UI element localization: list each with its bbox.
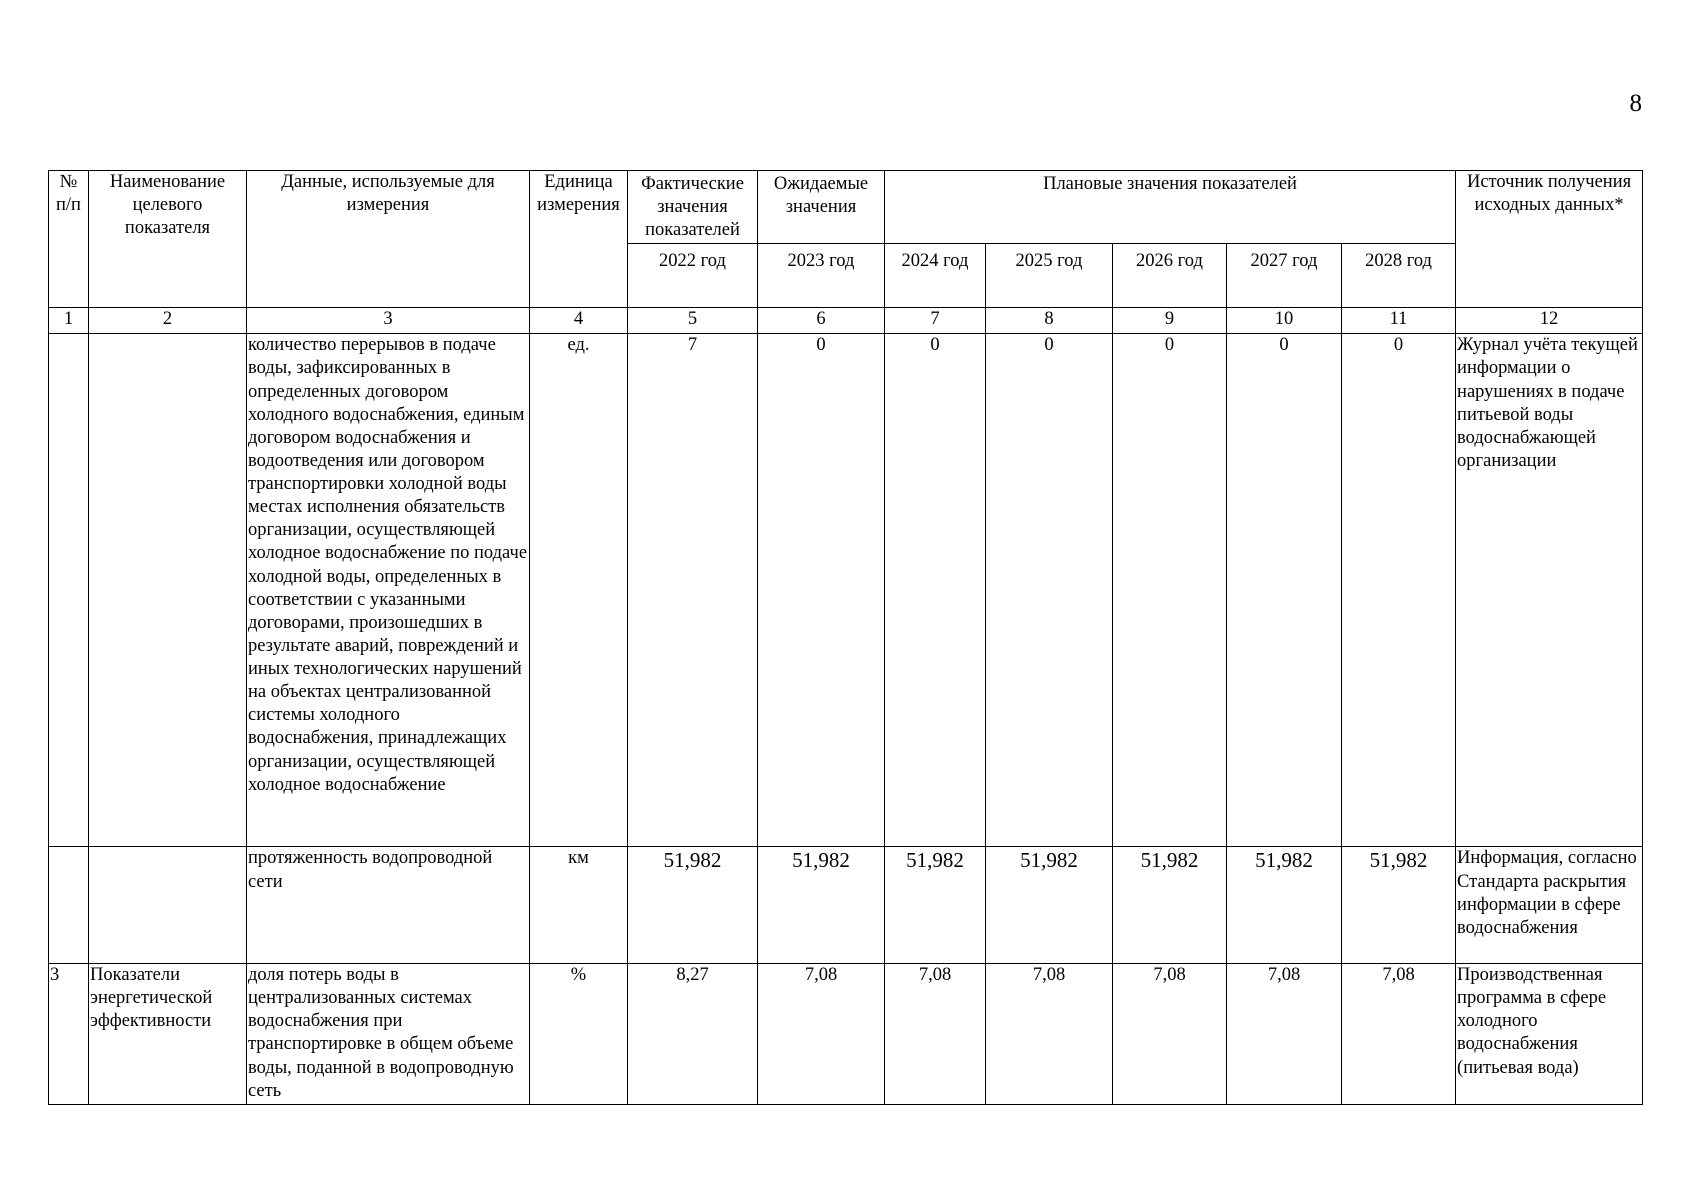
header-row-1 xyxy=(49,171,1643,244)
row-num xyxy=(49,847,89,964)
row-name xyxy=(89,334,247,847)
header-expected: Ожидаемые значения xyxy=(758,171,885,244)
header-name: Наименование целевого показателя xyxy=(89,171,247,308)
row-value: 51,982 xyxy=(1342,847,1456,964)
row-value: 51,982 xyxy=(758,847,885,964)
row-value: 0 xyxy=(1113,334,1227,847)
header-year: 2023 год xyxy=(758,243,885,307)
row-unit: % xyxy=(530,964,628,1105)
row-value: 7,08 xyxy=(986,964,1113,1105)
row-num: 3 xyxy=(49,964,89,1105)
row-value: 7,08 xyxy=(885,964,986,1105)
header-year: 2028 год xyxy=(1342,243,1456,307)
row-data: протяженность водопроводной сети xyxy=(247,847,530,964)
row-value: 51,982 xyxy=(1227,847,1342,964)
row-value: 7,08 xyxy=(1342,964,1456,1105)
column-number: 7 xyxy=(885,308,986,334)
table-row xyxy=(49,847,1643,964)
header-year: 2022 год xyxy=(628,243,758,307)
row-value: 51,982 xyxy=(628,847,758,964)
header-actual: Фактические значения показателей xyxy=(628,171,758,244)
table-row xyxy=(49,334,1643,847)
row-data: количество перерывов в подаче воды, зафиксированных в определенных договором холодного водоснабжения, единым договором водоснабжения и водоотведения или договором транспортировки холодной воды местах исполнения обязательств организации, осуществляющей холодное водоснабжение по подаче холодной воды, определенных в соответствии с указанными договорами, произошедших в результате аварий, повреждений и иных технологических нарушений на объектах централизованной системы холодного водоснабжения, принадлежащих организации, осуществляющей холодное водоснабжение xyxy=(247,334,530,847)
column-number: 11 xyxy=(1342,308,1456,334)
row-value: 7,08 xyxy=(758,964,885,1105)
row-value: 7 xyxy=(628,334,758,847)
row-value: 0 xyxy=(1342,334,1456,847)
header-year: 2025 год xyxy=(986,243,1113,307)
column-number: 12 xyxy=(1456,308,1643,334)
row-name xyxy=(89,847,247,964)
row-value: 7,08 xyxy=(1227,964,1342,1105)
row-unit: км xyxy=(530,847,628,964)
header-year: 2026 год xyxy=(1113,243,1227,307)
column-number: 2 xyxy=(89,308,247,334)
header-planned: Плановые значения показателей xyxy=(885,171,1456,244)
row-source: Производственная программа в сфере холодного водоснабжения (питьевая вода) xyxy=(1456,964,1643,1105)
header-source: Источник получения исходных данных* xyxy=(1456,171,1643,308)
row-num xyxy=(49,334,89,847)
column-number: 1 xyxy=(49,308,89,334)
column-number: 3 xyxy=(247,308,530,334)
header-year: 2027 год xyxy=(1227,243,1342,307)
header-year: 2024 год xyxy=(885,243,986,307)
column-number: 4 xyxy=(530,308,628,334)
row-name: Показатели энергетической эффективности xyxy=(89,964,247,1105)
row-value: 51,982 xyxy=(885,847,986,964)
page-number: 8 xyxy=(1629,90,1642,117)
table-row xyxy=(49,964,1643,1105)
row-value: 0 xyxy=(758,334,885,847)
header-data: Данные, используемые для измерения xyxy=(247,171,530,308)
row-value: 0 xyxy=(986,334,1113,847)
column-number: 10 xyxy=(1227,308,1342,334)
row-unit: ед. xyxy=(530,334,628,847)
header-unit: Единица измерения xyxy=(530,171,628,308)
row-data: доля потерь воды в централизованных системах водоснабжения при транспортировке в общем объеме воды, поданной в водопроводную сеть xyxy=(247,964,530,1105)
column-number: 8 xyxy=(986,308,1113,334)
row-value: 51,982 xyxy=(986,847,1113,964)
row-value: 7,08 xyxy=(1113,964,1227,1105)
row-source: Журнал учёта текущей информации о нарушениях в подаче питьевой воды водоснабжающей организации xyxy=(1456,334,1643,847)
row-value: 0 xyxy=(1227,334,1342,847)
column-number: 6 xyxy=(758,308,885,334)
header-num: № п/п xyxy=(49,171,89,308)
row-value: 8,27 xyxy=(628,964,758,1105)
indicators-table xyxy=(48,170,1643,1105)
column-number-row xyxy=(49,308,1643,334)
column-number: 9 xyxy=(1113,308,1227,334)
column-number: 5 xyxy=(628,308,758,334)
row-value: 0 xyxy=(885,334,986,847)
row-value: 51,982 xyxy=(1113,847,1227,964)
row-source: Информация, согласно Стандарта раскрытия информации в сфере водоснабжения xyxy=(1456,847,1643,964)
